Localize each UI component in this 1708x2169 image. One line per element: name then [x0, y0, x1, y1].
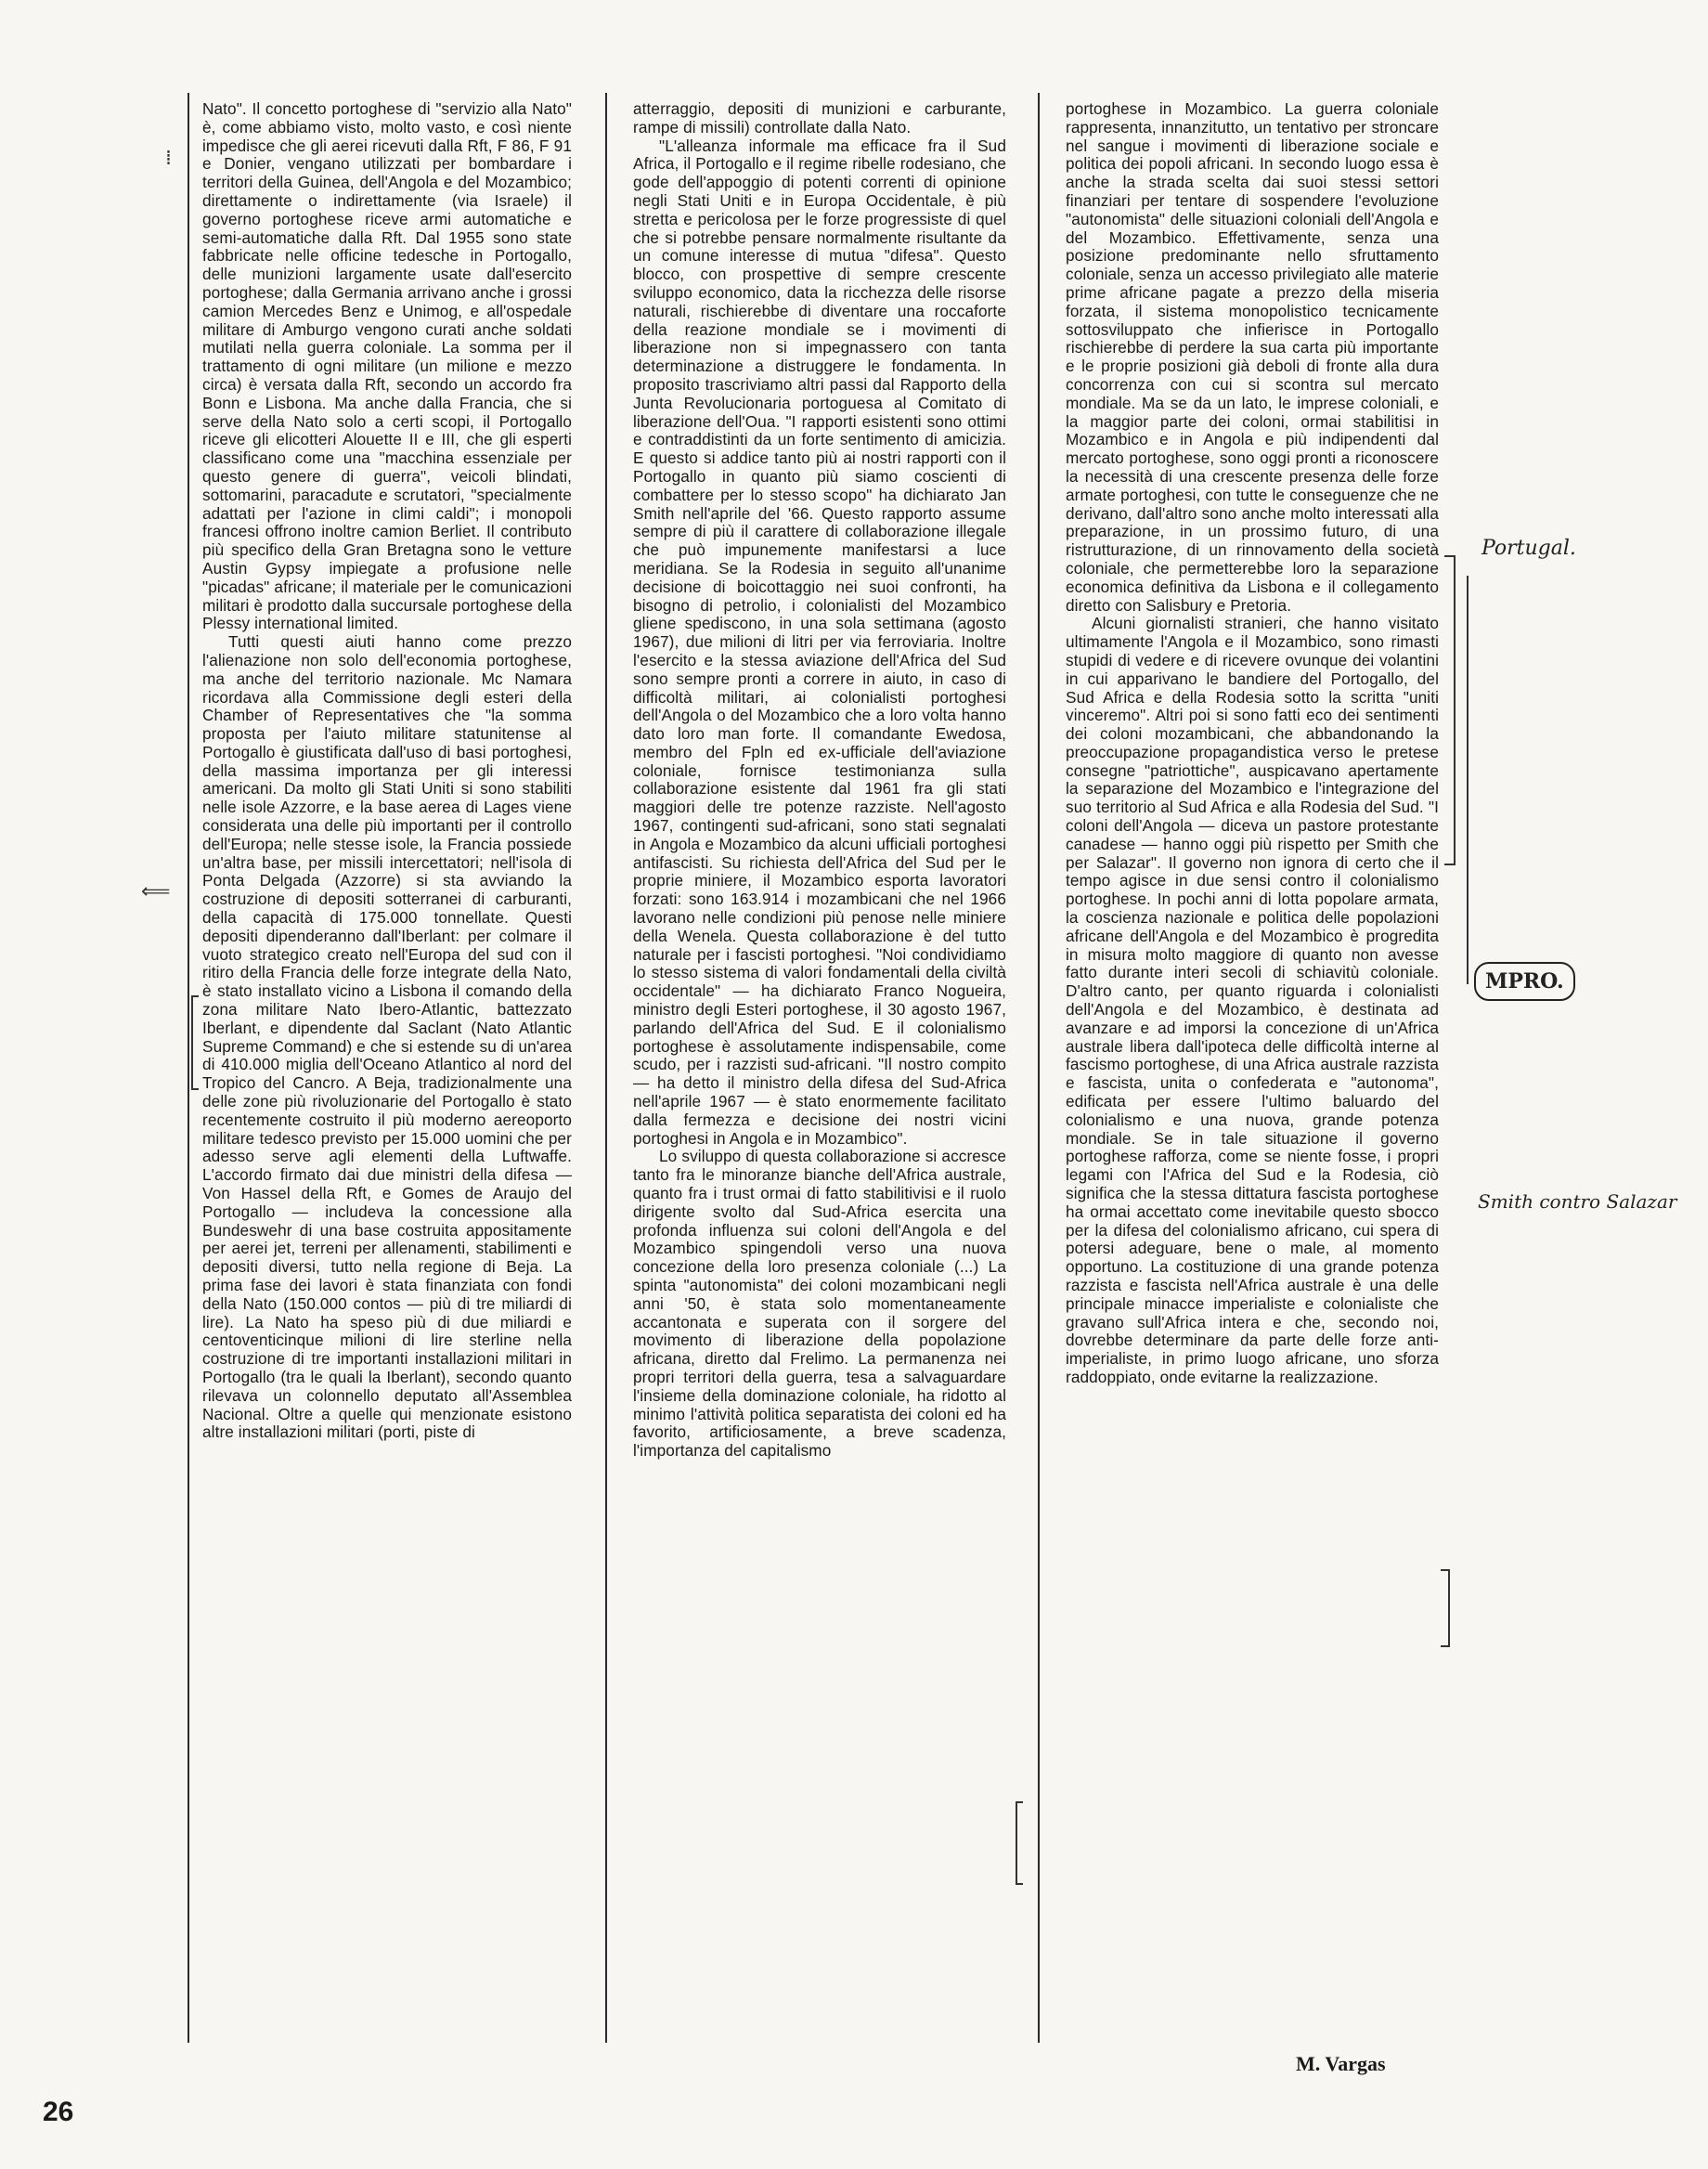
margin-bracket-column-1: [191, 995, 199, 1090]
left-margin-rule: [188, 93, 189, 2043]
handwritten-note-portugal: Portugal.: [1482, 537, 1576, 560]
article-column-1: [202, 100, 572, 1442]
margin-bracket-column-3-lower: [1441, 1569, 1450, 1647]
column-2-paragraph: Lo sviluppo di questa collaborazione si accresce tanto fra le minoranze bianche dell'Africa australe, quanto fra i trust ormai di fatto stabilitivisi e il ruolo dirigente svolto dal Sud-Africa esercita una profonda influenza sui coloni dell'Angola e del Mozambico spingendoli verso una nuova concezione della loro presenza coloniale (...) La spinta "autonomista" dei coloni mozambicani negli anni '50, è stata solo momentaneamente accantonata e superata con il sorgere del movimento di liberazione della popolazione africana, diretto dal Frelimo. La permanenza nei propri territori della guerra, tesa a salvaguardare l'insieme della dominazione coloniale, ha ridotto al minimo l'attività politica separatista dei coloni ed ha favorito, artificiosamente, a breve scadenza, l'importanza del capitalismo: [633, 1147, 1006, 1461]
author-signature: M. Vargas: [1296, 2052, 1386, 2075]
margin-line-column-3: [1467, 576, 1469, 984]
column-1-paragraph: Tutti questi aiuti hanno come prezzo l'alienazione non solo dell'economia portoghese, ma anche del territorio nazionale. Mc Namara ricordava alla Commissione degli esteri della Chamber of Representatives che "la somma proposta per l'aiuto militare statunitense al Portogallo è giustificata dall'uso di basi portoghesi, della massima importanza per gli interessi americani. Da molto gli Stati Uniti si sono stabiliti nelle isole Azzorre, e la base aerea di Lages viene considerata una delle più importanti per il controllo dell'Europa; nelle stesse isole, la Francia possiede un'altra base, per missili intercettatori; nell'isola di Ponta Delgada (Azzorre) si sta avviando la costruzione di depositi sotterranei di carburanti, della capacità di 175.000 tonnellate. Questi depositi dipenderanno dall'Iberlant: per colmare il vuoto strategico creato nell'Europa del sud con il ritiro della Francia delle forze integrate della Nato, è stato installato vicino a Lisbona il comando della zona militare Nato Ibero-Atlantic, battezzato Iberlant, e dipendente dal Saclant (Nato Atlantic Supreme Command) e che si estende su di un'area di 410.000 miglia dell'Oceano Atlantico al nord del Tropico del Cancro. A Beja, tradizionalmente una delle zone più rivoluzionarie del Portogallo è stato recentemente costruito il più moderno aereoporto militare tedesco previsto per 15.000 uomini che per adesso serve agli elementi della Luftwaffe. L'accordo firmato dai due ministri della difesa — Von Hassel della Rft, e Gomes de Araujo del Portogallo — includeva la concessione alla Bundeswehr di una base costruita appositamente per aerei jet, terreni per allenamenti, stabilimenti e depositi diversi, tutto nella regione di Beja. La prima fase dei lavori è stata finanziata con fondi della Nato (150.000 contos — più di tre miliardi di lire). La Nato ha speso più di due miliardi e centoventicinque milioni di lire sterline nella costruzione di tre importanti installazioni militari in Portogallo (tra le quali la Iberlant), secondo quanto rilevava un colonnello deputato all'Assemblea Nacional. Oltre a quelle qui menzionate esistono altre installazioni militari (porti, piste di: [202, 632, 572, 1442]
margin-bracket-column-2: [1016, 1801, 1023, 1885]
handwritten-note-mpro: MPRO.: [1474, 962, 1575, 1001]
margin-dot-mark: ⁞: [165, 147, 172, 170]
column-1-paragraph: Nato". Il concetto portoghese di "servizio alla Nato" è, come abbiamo visto, molto vasto, e così niente impedisce che gli aerei ricevuti dalla Rft, F 86, F 91 e Donier, vengano utilizzati per bombardare i territori della Guinea, dell'Angola e del Mozambico; direttamente o indirettamente (via Israele) il governo portoghese riceve armi automatiche e semi-automatiche dalla Rft. Dal 1955 sono state fabbricate nelle officine tedesche in Portogallo, delle munizioni largamente usate dall'esercito portoghese; dalla Germania arrivano anche i grossi camion Mercedes Benz e Unimog, e all'ospedale militare di Amburgo vengono curati anche soldati mutilati nella guerra coloniale. La somma per il trattamento di ogni militare (un milione e mezzo circa) è versata dalla Rft, secondo un accordo fra Bonn e Lisbona. Ma anche dalla Francia, che si serve della Nato solo a certi scopi, il Portogallo riceve gli elicotteri Alouette II e III, che gli esperti classificano come una "macchina essenziale per questo genere di guerra", veicoli blindati, sottomarini, paracadute e scrutatori, "specialmente adattati per l'azione in climi caldi"; i monopoli francesi offrono inoltre camion Berliet. Il contributo più specifico della Gran Bretagna sono le vetture Austin Gypsy impiegate a profusione nelle "picadas" africane; il materiale per le comunicazioni militari è prodotto dalla succursale portoghese della Plessy international limited.: [202, 99, 572, 633]
column-2-paragraph: "L'alleanza informale ma efficace fra il Sud Africa, il Portogallo e il regime ribelle rodesiano, che gode dell'appoggio di potenti correnti di opinione negli Stati Uniti e in Europa Occidentale, è più stretta e pericolosa per le forze progressiste di quel che si potrebbe pensare normalmente risultante da un comune interesse di mutua "difesa". Questo blocco, con prospettive di sempre crescente sviluppo economico, data la ricchezza delle risorse naturali, rischierebbe di diventare una roccaforte della reazione mondiale se i movimenti di liberazione non si impegnassero con tanta determinazione a distruggere le fondamenta. In proposito trascriviamo altri passi dal Rapporto della Junta Revolucionaria portoguesa al Comitato di liberazione dell'Oua. "I rapporti esistenti sono ottimi e contraddistinti da un forte sentimento di amicizia. E questo si addice tanto più ai nostri rapporti con il Portogallo in quanto più siamo coscienti di combattere per lo stesso scopo" ha dichiarato Jan Smith nell'aprile del '66. Questo rapporto assume sempre di più il carattere di collaborazione illegale che può impunemente manifestarsi a luce meridiana. Se la Rodesia in seguito all'unanime decisione di boicottaggio nei suoi confronti, ha bisogno di petrolio, i colonialisti del Mozambico gliene spediscono, in una sola settimana (agosto 1967), due milioni di litri per via ferroviaria. Inoltre l'esercito e la stessa aviazione dell'Africa del Sud sono sempre pronti a correre in aiuto, in caso di difficoltà militari, ai colonialisti portoghesi dell'Angola o del Mozambico che a loro volta hanno dato loro man forte. Il comandante Ewedosa, membro del Fpln ed ex-ufficiale dell'aviazione coloniale, fornisce testimonianza sulla collaborazione esistente dal 1961 fra gli stati maggiori delle tre potenze razziste. Nell'agosto 1967, contingenti sud-africani, sono stati segnalati in Angola e Mozambico da alcuni ufficiali portoghesi antifascisti. Su richiesta dell'Africa del Sud per le proprie miniere, il Mozambico esporta lavoratori forzati: sono 163.914 i mozambicani che nel 1966 lavorano nelle condizioni più penose nelle miniere della Wenela. Questa collaborazione è del tutto naturale per i fascisti portoghesi. "Noi condividiamo lo stesso sistema di valori fondamentali della civiltà occidentale" — ha dichiarato Franco Nogueira, ministro degli Esteri portoghese, il 30 agosto 1967, parlando dell'Africa del Sud. E il colonialismo portoghese è assolutamente indispensabile, come scudo, per i razzisti sud-africani. "Il nostro compito — ha detto il ministro della difesa del Sud-Africa nell'aprile 1967 — è stato enormemente facilitato dalla fermezza e decisione dei nostri vicini portoghesi in Angola e in Mozambico".: [633, 136, 1006, 1148]
column-divider-1: [605, 93, 607, 2043]
column-3-paragraph: portoghese in Mozambico. La guerra coloniale rappresenta, innanzitutto, un tentativo per stroncare nel sangue i movimenti di liberazione sociale e politica dei popoli africani. In secondo luogo essa è anche la strada scelta dai suoi stessi settori finanziari per tentare di sospendere l'evoluzione "autonomista" delle situazioni coloniali dell'Angola e del Mozambico. Effettivamente, senza una posizione predominante nello sfruttamento coloniale, senza un accesso privilegiato alle materie prime africane pagate a prezzo della miseria forzata, il sistema monopolistico tecnicamente sottosviluppato che infierisce in Portogallo rischierebbe di perdere la sua carta più importante e le proprie posizioni già deboli di fronte alla dura concorrenza con cui si scontra sul mercato mondiale. Ma se da un lato, le imprese coloniali, e la maggior parte dei coloni, ormai stabilitisi in Mozambico e in Angola e più indipendenti dal mercato portoghese, sono oggi pronti a riconoscere la necessità di una crescente presenza delle forze armate portoghesi, con tutte le conseguenze che ne derivano, dall'altro sono anche molto interessati alla preparazione, in un prossimo futuro, di una ristrutturazione, di un rinnovamento della società coloniale, che permetterebbe loro la separazione economica definitiva da Lisbona e il collegamento diretto con Salisbury e Pretoria.: [1066, 99, 1439, 615]
column-2-paragraph: atterraggio, depositi di munizioni e carburante, rampe di missili) controllate dalla Nato.: [633, 99, 1006, 136]
handwritten-note-smith: Smith contro Salazar: [1478, 1190, 1677, 1213]
margin-bracket-column-3: [1444, 555, 1456, 865]
article-column-3: [1066, 100, 1439, 1387]
page-number: 26: [43, 2097, 74, 2127]
column-divider-2: [1038, 93, 1040, 2043]
article-column-2: [633, 100, 1006, 1461]
column-3-paragraph: Alcuni giornalisti stranieri, che hanno visitato ultimamente l'Angola e il Mozambico, sono rimasti stupidi di vedere e di ricevere ovunque dei volantini in cui apparivano le bandiere del Portogallo, del Sud Africa e della Rodesia sotto la scritta "uniti vinceremo". Altri poi si sono fatti eco dei sentimenti dei coloni mozambicani, che abbandonando la preoccupazione propagandistica verso le pretese consegne "patriottiche", auspicavano apertamente la separazione del Mozambico e l'integrazione del suo territorio al Sud Africa e alla Rodesia del Sud. "I coloni dell'Angola — diceva un pastore protestante canadese — hanno oggi più rispetto per Smith che per Salazar". Il governo non ignora di certo che il tempo agisce in due sensi contro il colonialismo portoghese. In pochi anni di lotta popolare armata, la coscienza nazionale e politica delle popolazioni africane dell'Angola e del Mozambico è progredita in misura molto maggiore di quanto non avesse fatto durante interi secoli di schiavitù coloniale. D'altro canto, per quanto riguarda i colonialisti dell'Angola e del Mozambico, è destinata ad avanzare e ad imporsi la concezione di un'Africa australe libera dall'ipoteca delle difficoltà interne al fascismo portoghese, di una Africa australe razzista e fascista, unita o confederata e "autonoma", edificata per essere l'ultimo baluardo del colonialismo e una nuova, grande potenza mondiale. Se in tale situazione il governo portoghese rafforza, come se niente fosse, i propri legami con l'Africa del Sud e la Rodesia, ciò significa che la stessa dittatura fascista portoghese ha ormai accettato come inevitabile questo sbocco per la difesa del colonialismo africano, cui spera di potersi adeguare, bene o male, al momento opportuno. La costituzione di una grande potenza razzista e fascista nell'Africa australe è una delle principale minacce imperialiste e colonialiste che gravano sull'Africa intera e che, secondo noi, dovrebbe determinare da parte delle forze anti-imperialiste, in primo luogo africane, uno sforza raddoppiato, onde evitarne la realizzazione.: [1066, 614, 1439, 1386]
margin-arrow-mark: ⟸: [141, 880, 171, 903]
